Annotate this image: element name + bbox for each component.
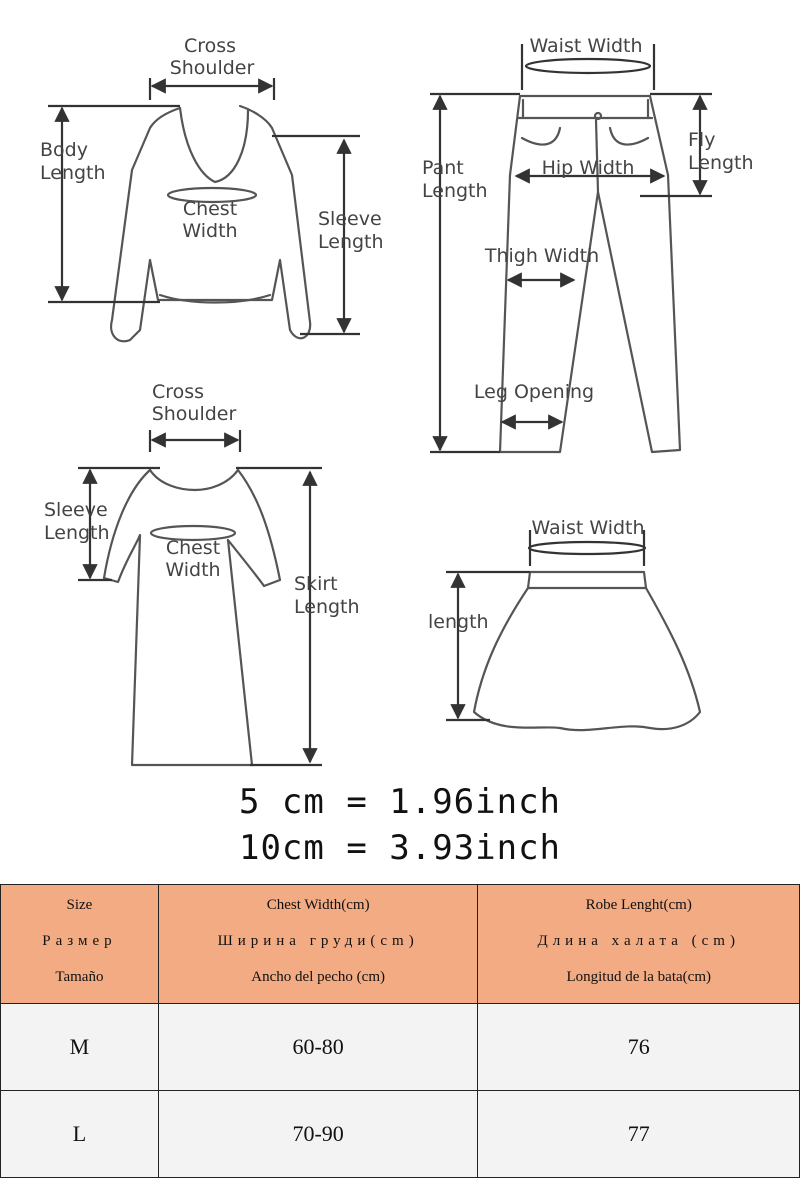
sweater-sleeve-length-label: Sleeve Length [318, 208, 384, 253]
robe-length-cell: 77 [478, 1091, 800, 1178]
dress-sleeve-length-label: Sleeve Length [44, 499, 110, 544]
pants-leg-opening-label: Leg Opening [473, 381, 595, 403]
header-size: Size Размер Tamaño [1, 885, 159, 1004]
pants-waist-ellipse [526, 59, 650, 73]
skirt-figure [474, 572, 700, 730]
size-cell: L [1, 1091, 159, 1178]
chest-width-cell: 60-80 [158, 1004, 478, 1091]
header-chest-width: Chest Width(cm) Ширина груди(cm) Ancho del pecho (cm) [158, 885, 478, 1004]
pants-fly-length-label: Fly Length [688, 129, 754, 174]
sweater-body-length-label: Body Length [40, 139, 106, 184]
sweater-chest-width-label: Chest Width [182, 198, 238, 242]
size-table-header [1, 885, 800, 1004]
pants-hip-width-label: Hip Width [541, 157, 635, 179]
sweater-cross-shoulder-label: Cross Shoulder [169, 35, 255, 79]
table-row [1, 1091, 800, 1178]
skirt-waist-ellipse [529, 542, 645, 554]
chest-width-cell: 70-90 [158, 1091, 478, 1178]
skirt-waist-width-label: Waist Width [531, 517, 645, 539]
pants-waist-width-label: Waist Width [529, 35, 643, 57]
dress-chest-width-label: Chest Width [165, 537, 221, 581]
pants-length-label: Pant Length [422, 157, 488, 202]
dress-cross-shoulder-label: Cross Shoulder [151, 381, 237, 425]
conversion-line-1: 5 cm = 1.96inch [238, 782, 562, 822]
dress-figure [104, 470, 280, 765]
size-table [0, 884, 800, 1178]
robe-length-cell: 76 [478, 1004, 800, 1091]
dress-skirt-length-label: Skirt Length [294, 573, 360, 618]
skirt-length-label: length [428, 611, 489, 633]
conversion-line-2: 10cm = 3.93inch [238, 828, 562, 868]
header-robe-length: Robe Lenght(cm) Длина халата (cm) Longitud de la bata(cm) [478, 885, 800, 1004]
table-row [1, 1004, 800, 1091]
size-cell: M [1, 1004, 159, 1091]
pants-thigh-width-label: Thigh Width [484, 245, 600, 267]
